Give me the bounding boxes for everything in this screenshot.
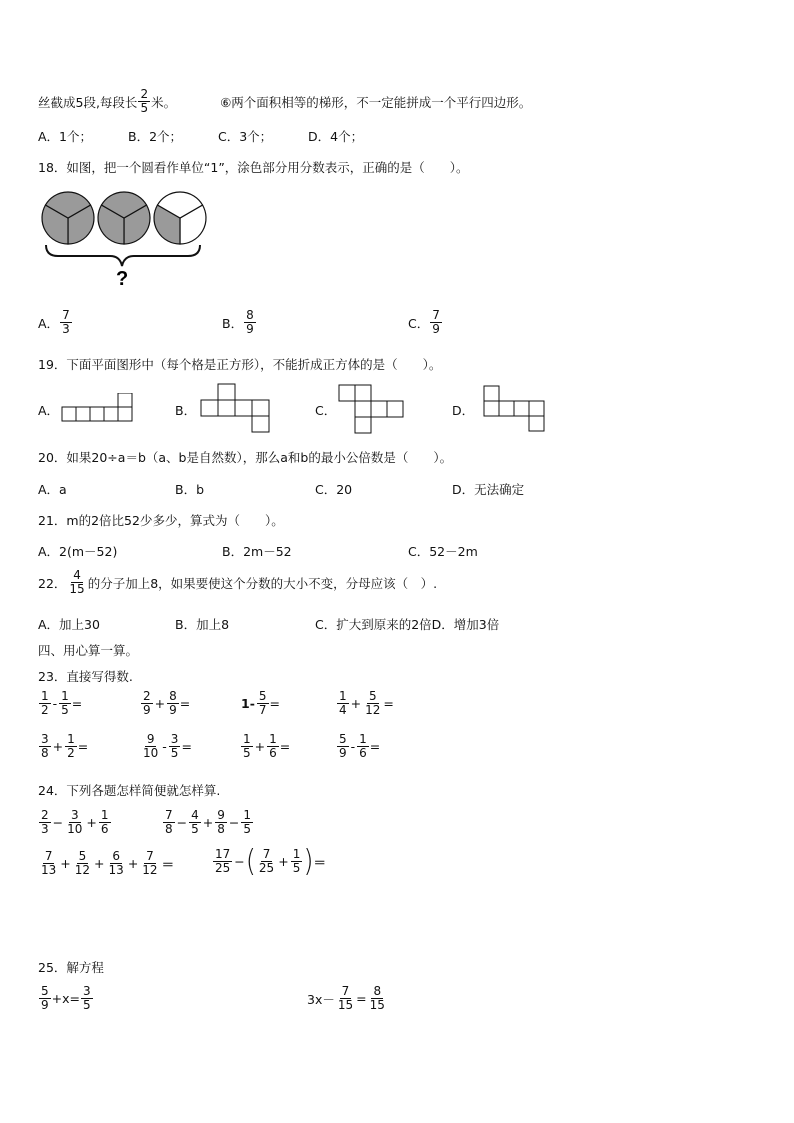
- q21-option-c[interactable]: C．52－2m: [408, 544, 478, 559]
- q24-expr-3: $\frac{7}{13}$ + $\frac{5}{12}$ + $\frac{6}{13}$ + $\frac{7}{12}$ ＝: [41, 849, 175, 877]
- q22-stem: 22． $\frac{4}{15}$ 的分子加上8，如果要使这个分数的大小不变，分母应该（ ）.: [38, 568, 438, 596]
- q24-expr-1: $\frac{2}{3}$ − $\frac{3}{10}$ + $\frac{1}{6}$: [41, 808, 109, 836]
- q25-equation-1: $\frac{5}{9}$ +x= $\frac{3}{5}$: [41, 984, 91, 1012]
- q19-stem: 19．下面平面图形中（每个格是正方形），不能折成正方体的是（ ）。: [38, 357, 442, 372]
- q24-expr-2: $\frac{7}{8}$ − $\frac{4}{5}$ + $\frac{9}{8}$ − $\frac{1}{5}$: [165, 808, 252, 836]
- q18-option-b[interactable]: B． $\frac{8}{9}$: [222, 308, 254, 336]
- q22-option-b[interactable]: B．加上8: [175, 617, 230, 632]
- q19-label-b[interactable]: B．: [175, 403, 197, 418]
- q20-option-b[interactable]: B．b: [175, 482, 205, 497]
- q22-option-cd[interactable]: C．扩大到原来的2倍D．增加3倍: [315, 617, 500, 632]
- q18-brace: [46, 245, 200, 266]
- q23-item: $\frac{3}{8}$ + $\frac{1}{2}$ =: [41, 732, 89, 760]
- q18-circles-figure: [38, 190, 218, 290]
- q19-net-d: [483, 385, 547, 433]
- q25-stem: 25．解方程: [38, 960, 104, 975]
- section-4-title: 四、用心算一算。: [38, 643, 139, 658]
- q23-stem: 23．直接写得数.: [38, 669, 133, 684]
- q22-option-a[interactable]: A．加上30: [38, 617, 100, 632]
- q17-line: [38, 88, 531, 115]
- q18-option-c[interactable]: C． $\frac{7}{9}$: [408, 308, 440, 336]
- q19-net-a: [61, 393, 137, 423]
- q25-equation-2: 3x－ $\frac{7}{15}$ = $\frac{8}{15}$: [307, 984, 385, 1012]
- q21-stem: 21．m的2倍比52少多少，算式为（ ）。: [38, 513, 284, 528]
- q17-fraction: $\frac{2}{5}$: [140, 87, 149, 115]
- q20-option-c[interactable]: C．20: [315, 482, 353, 497]
- q19-label-d[interactable]: D．: [452, 403, 475, 418]
- q18-question-mark: ?: [116, 268, 129, 290]
- q17-option-a[interactable]: A．1个；: [38, 129, 93, 144]
- q23-item: $\frac{5}{9}$ - $\frac{1}{6}$ =: [339, 732, 381, 760]
- q17-text-a-suffix: 米。: [151, 94, 177, 110]
- q18-option-a[interactable]: A． $\frac{7}{3}$: [38, 308, 70, 336]
- q17-option-d[interactable]: D．4个；: [308, 129, 364, 144]
- q17-option-b[interactable]: B．2个；: [128, 129, 183, 144]
- q23-item: $\frac{2}{9}$ + $\frac{8}{9}$ =: [143, 689, 191, 717]
- q19-net-c: [338, 384, 406, 434]
- q17-text-b: ⑥两个面积相等的梯形，不一定能拼成一个平行四边形。: [220, 94, 532, 110]
- q23-item: $\frac{1}{5}$ + $\frac{1}{6}$ =: [243, 732, 291, 760]
- q17-text-a: 丝截成5段,每段长: [38, 94, 138, 110]
- q23-item: $\frac{1}{2}$ - $\frac{1}{5}$ =: [41, 689, 83, 717]
- q23-item: 1- $\frac{5}{7}$ =: [241, 689, 281, 717]
- q23-item: $\frac{1}{4}$ + $\frac{5}{12}$ =: [339, 689, 394, 717]
- q18-stem: 18．如图，把一个圆看作单位“1”，涂色部分用分数表示，正确的是（ ）。: [38, 160, 469, 175]
- q23-item: $\frac{9}{10}$ - $\frac{3}{5}$ =: [143, 732, 192, 760]
- q21-option-a[interactable]: A．2(m－52): [38, 544, 118, 559]
- q19-label-c[interactable]: C．: [315, 403, 337, 418]
- q24-expr-4: $\frac{17}{25}$ − ( $\frac{7}{25}$ + $\frac{1}{5}$ ) ＝: [215, 844, 326, 879]
- q24-stem: 24．下列各题怎样简便就怎样算.: [38, 783, 221, 798]
- q20-option-a[interactable]: A．a: [38, 482, 67, 497]
- q21-option-b[interactable]: B．2m－52: [222, 544, 292, 559]
- q19-net-b: [200, 383, 276, 433]
- q20-stem: 20．如果20÷a＝b（a、b是自然数），那么a和b的最小公倍数是（ ）。: [38, 450, 453, 465]
- q19-label-a[interactable]: A．: [38, 403, 60, 418]
- q20-option-d[interactable]: D．无法确定: [452, 482, 525, 497]
- q17-option-c[interactable]: C．3个；: [218, 129, 273, 144]
